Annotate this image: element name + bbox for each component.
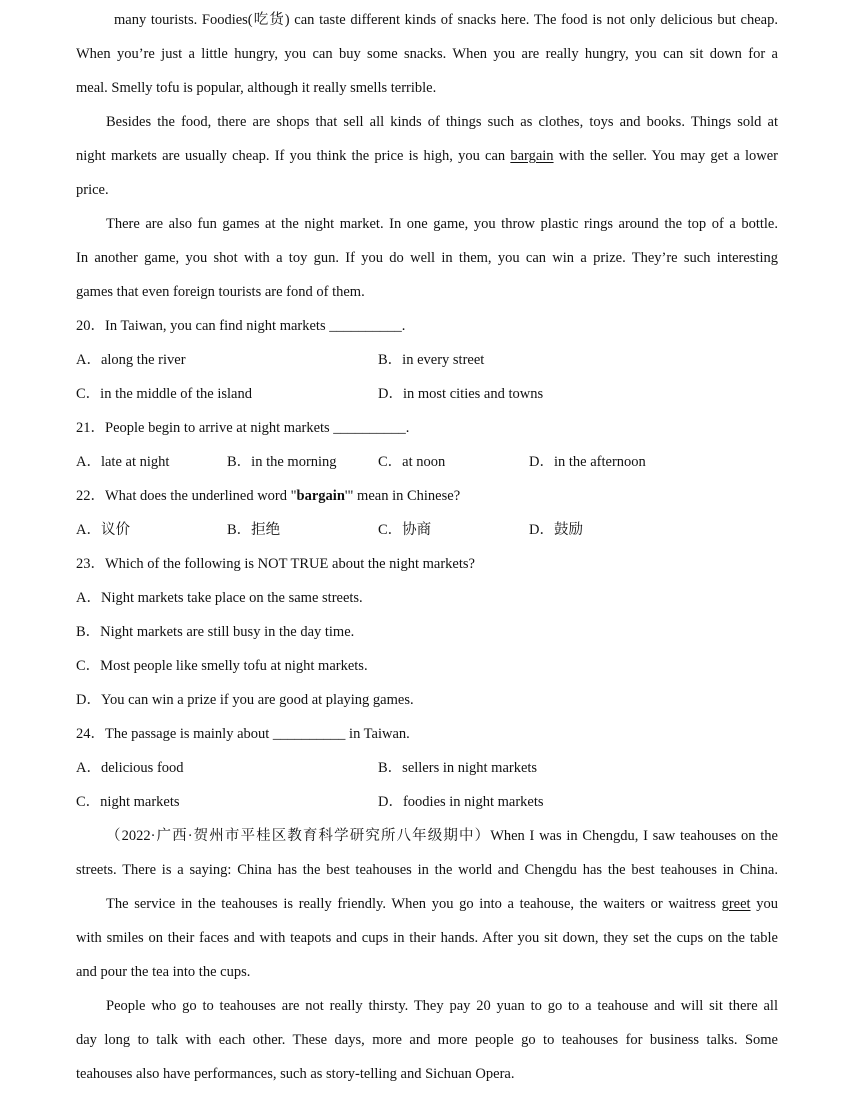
passage2-line: People who go to teahouses are not really thirsty. They pay 20 yuan to go to a teahouse and will sit there all bbox=[106, 998, 778, 1014]
q24-option-d[interactable]: D．foodies in night markets bbox=[378, 794, 544, 810]
underlined-word-greet: greet bbox=[721, 896, 751, 912]
passage1-line: When you’re just a little hungry, you can buy some snacks. When you are really hungry, you can sit down for a bbox=[76, 46, 778, 62]
passage1-line: games that even foreign tourists are fond of them. bbox=[76, 284, 365, 300]
q21-option-b[interactable]: B．in the morning bbox=[227, 454, 337, 470]
q23-option-a[interactable]: A．Night markets take place on the same streets. bbox=[76, 590, 363, 606]
q24-option-b[interactable]: B．sellers in night markets bbox=[378, 760, 538, 776]
q21-option-a[interactable]: A．late at night bbox=[76, 454, 170, 470]
question-22-stem: 22．What does the underlined word "bargain'" mean in Chinese? bbox=[76, 488, 461, 504]
passage2-line: streets. There is a saying: China has the best teahouses in the world and Chengdu has the best teahouses in China. bbox=[76, 862, 778, 878]
passage1-line: There are also fun games at the night market. In one game, you throw plastic rings around the top of a bottle. bbox=[106, 216, 778, 232]
passage2-line: teahouses also have performances, such as story-telling and Sichuan Opera. bbox=[76, 1066, 515, 1082]
passage1-line: many tourists. Foodies(吃货) can taste different kinds of snacks here. The food is not only delicious but cheap. bbox=[114, 12, 778, 28]
q24-option-a[interactable]: A．delicious food bbox=[76, 760, 184, 776]
q22-option-d[interactable]: D．鼓励 bbox=[529, 522, 583, 538]
passage2-line: day long to talk with each other. These days, more and more people go to teahouses for business talks. Some bbox=[76, 1032, 778, 1048]
q21-option-c[interactable]: C．at noon bbox=[378, 454, 446, 470]
q20-option-d[interactable]: D．in most cities and towns bbox=[378, 386, 544, 402]
underlined-word-bargain: bargain bbox=[510, 148, 554, 164]
question-23-stem: 23．Which of the following is NOT TRUE about the night markets? bbox=[76, 556, 475, 572]
q22-option-a[interactable]: A．议价 bbox=[76, 522, 130, 538]
passage1-line: night markets are usually cheap. If you think the price is high, you can bargain with the seller. You may get a lower bbox=[76, 148, 778, 164]
q24-option-c[interactable]: C．night markets bbox=[76, 794, 180, 810]
passage2-line: and pour the tea into the cups. bbox=[76, 964, 251, 980]
q22-option-c[interactable]: C．协商 bbox=[378, 522, 432, 538]
passage2-line: with smiles on their faces and with teapots and cups in their hands. After you sit down, they set the cups on the table bbox=[76, 930, 778, 946]
q23-option-b[interactable]: B．Night markets are still busy in the day time. bbox=[76, 624, 355, 640]
question-20-stem: 20．In Taiwan, you can find night markets __________. bbox=[76, 318, 406, 334]
question-24-stem: 24．The passage is mainly about __________ in Taiwan. bbox=[76, 726, 410, 742]
passage2-line: The service in the teahouses is really friendly. When you go into a teahouse, the waiters or waitress greet you bbox=[106, 896, 778, 912]
q20-option-b[interactable]: B．in every street bbox=[378, 352, 485, 368]
passage1-line: meal. Smelly tofu is popular, although it really smells terrible. bbox=[76, 80, 437, 96]
passage1-line: price. bbox=[76, 182, 109, 198]
q23-option-c[interactable]: C．Most people like smelly tofu at night markets. bbox=[76, 658, 368, 674]
passage2-line: （2022·广西·贺州市平桂区教育科学研究所八年级期中）When I was in Chengdu, I saw teahouses on the bbox=[106, 828, 778, 844]
q21-option-d[interactable]: D．in the afternoon bbox=[529, 454, 646, 470]
q23-option-d[interactable]: D．You can win a prize if you are good at playing games. bbox=[76, 692, 414, 708]
q20-option-a[interactable]: A．along the river bbox=[76, 352, 186, 368]
passage1-line: In another game, you shot with a toy gun. If you do well in them, you can win a prize. They’re such interesting bbox=[76, 250, 778, 266]
passage1-line: Besides the food, there are shops that sell all kinds of things such as clothes, toys and books. Things sold at bbox=[106, 114, 778, 130]
q22-option-b[interactable]: B．拒绝 bbox=[227, 522, 281, 538]
q20-option-c[interactable]: C．in the middle of the island bbox=[76, 386, 252, 402]
question-21-stem: 21．People begin to arrive at night markets __________. bbox=[76, 420, 410, 436]
bold-word-bargain: bargain bbox=[296, 488, 345, 504]
